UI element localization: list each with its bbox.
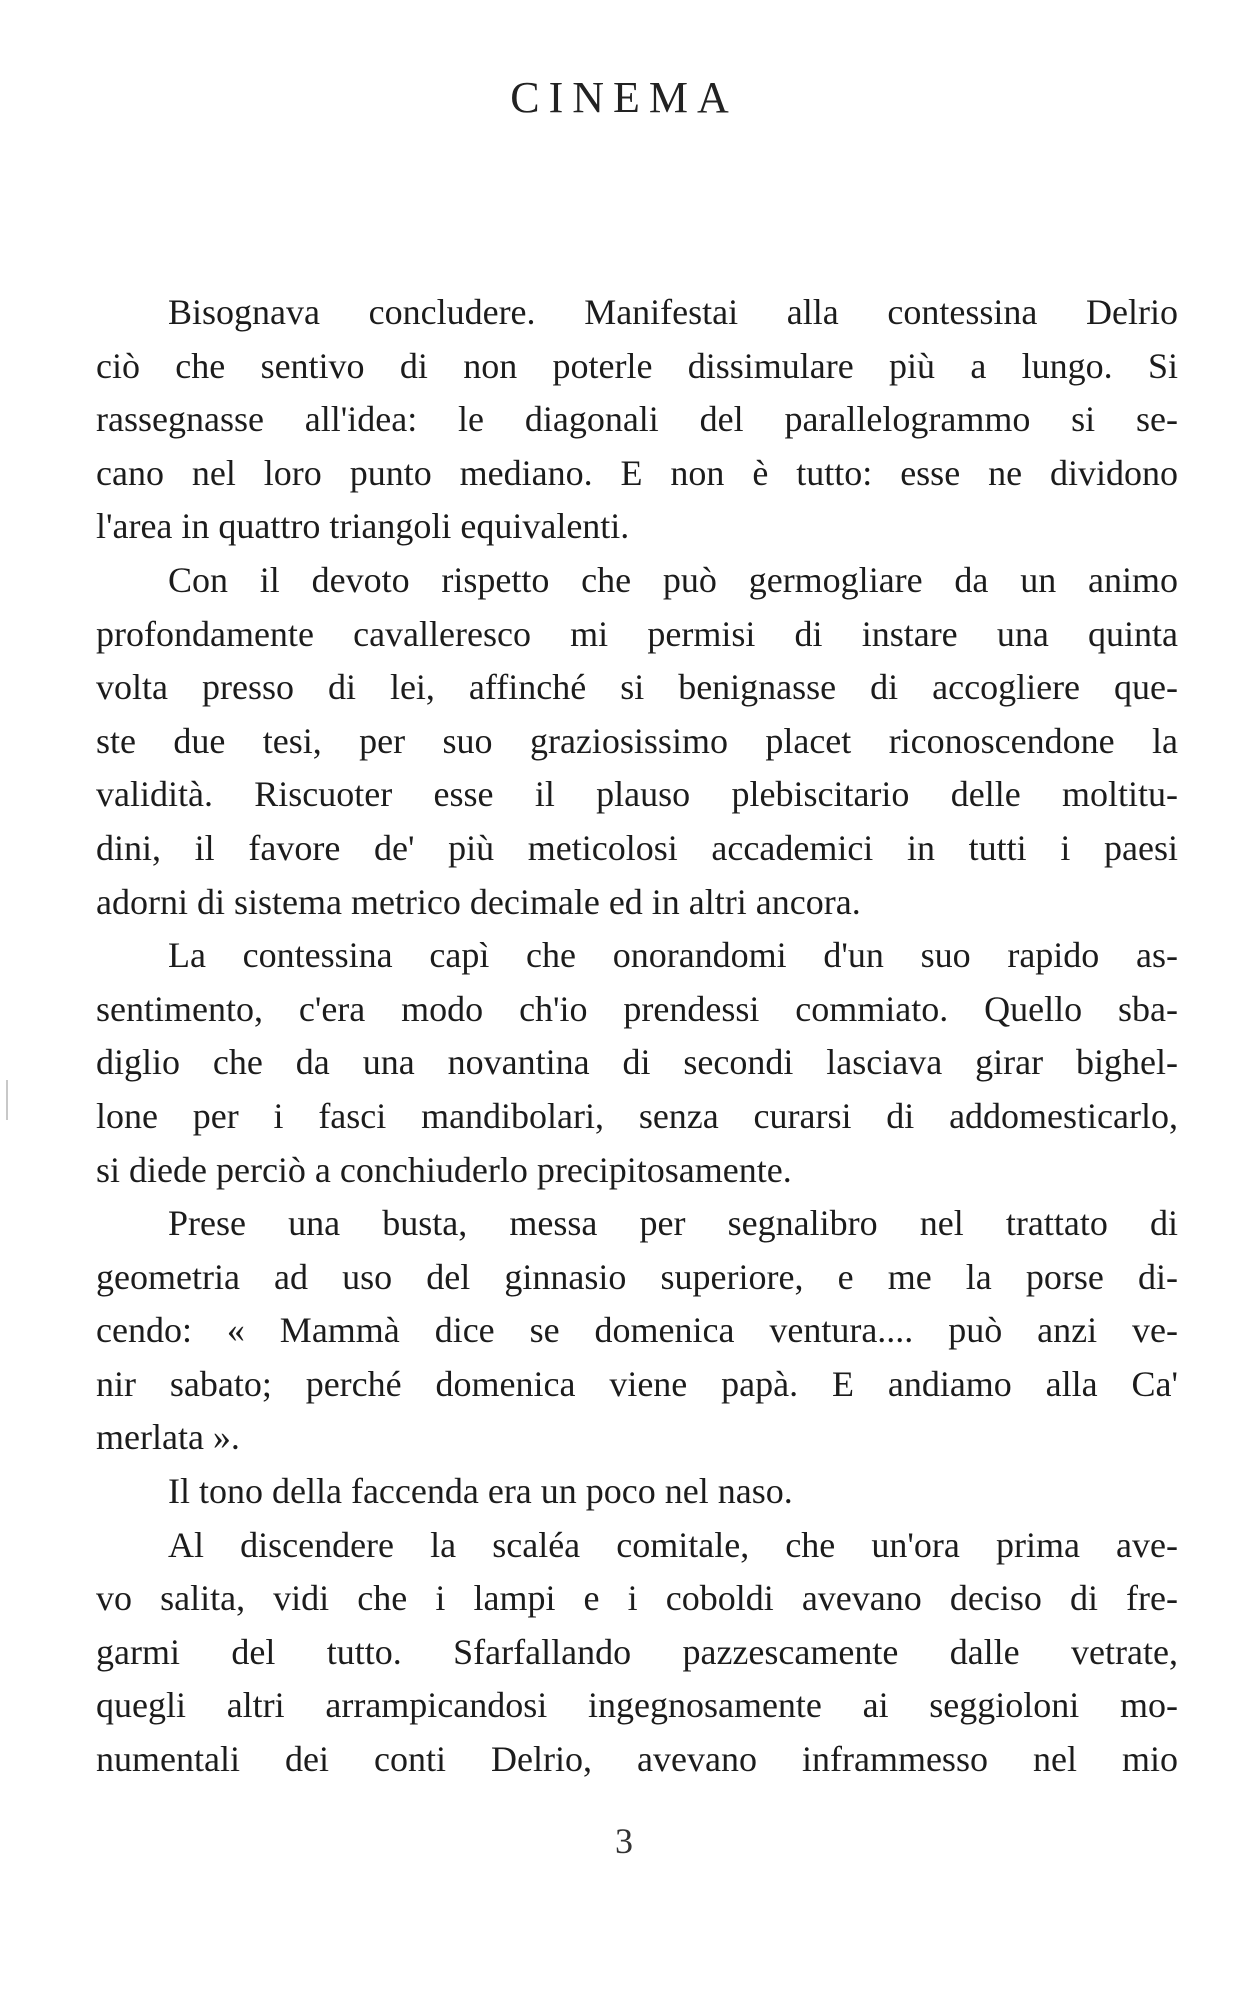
text-line: nir sabato; perché domenica viene papà. E andiamo alla Ca' (96, 1363, 1178, 1404)
paragraph (96, 286, 1178, 554)
text-line: lone per i fasci mandibolari, senza curarsi di addomesticarlo, (96, 1095, 1178, 1136)
text-line: La contessina capì che onorandomi d'un suo rapido as- (168, 935, 1178, 976)
text-line: cano nel loro punto mediano. E non è tutto: esse ne dividono (96, 452, 1178, 493)
text-line: quegli altri arrampicandosi ingegnosamente ai seggioloni mo- (96, 1685, 1178, 1726)
text-line: profondamente cavalleresco mi permisi di instare una quinta (96, 613, 1178, 654)
text-line: cendo: « Mammà dice se domenica ventura.... può anzi ve- (96, 1310, 1178, 1351)
text-line: ste due tesi, per suo graziosissimo placet riconoscendone la (96, 720, 1178, 761)
text-line: diglio che da una novantina di secondi lasciava girar bighel- (96, 1042, 1178, 1083)
text-line: Con il devoto rispetto che può germogliare da un animo (168, 559, 1178, 600)
text-line: sentimento, c'era modo ch'io prendessi commiato. Quello sba- (96, 988, 1178, 1029)
body-text (96, 286, 1178, 1787)
text-line: validità. Riscuoter esse il plauso plebiscitario delle moltitu- (96, 774, 1178, 815)
text-line: volta presso di lei, affinché si benignasse di accogliere que- (96, 667, 1178, 708)
chapter-title: CINEMA (510, 73, 738, 122)
text-line: geometria ad uso del ginnasio superiore, e me la porse di- (96, 1256, 1178, 1297)
text-line: ciò che sentivo di non poterle dissimulare più a lungo. Si (96, 345, 1178, 386)
paragraph (96, 929, 1178, 1197)
text-line: Bisognava concludere. Manifestai alla contessina Delrio (168, 292, 1178, 332)
text-line: numentali dei conti Delrio, avevano inframmesso nel mio (96, 1739, 1178, 1780)
text-line: dini, il favore de' più meticolosi accademici in tutti i paesi (96, 827, 1178, 868)
text-line: rassegnasse all'idea: le diagonali del parallelogrammo si se- (96, 399, 1178, 440)
text-line: si diede perciò a conchiuderlo precipitosamente. (96, 1149, 792, 1190)
page-edge-mark (6, 1080, 8, 1120)
text-line: vo salita, vidi che i lampi e i coboldi avevano deciso di fre- (96, 1578, 1178, 1619)
text-line: Al discendere la scaléa comitale, che un'ora prima ave- (168, 1524, 1178, 1565)
page-number: 3 (615, 1821, 633, 1861)
text-line: Il tono della faccenda era un poco nel naso. (168, 1471, 793, 1512)
text-line: adorni di sistema metrico decimale ed in altri ancora. (96, 881, 861, 922)
text-line: merlata ». (96, 1417, 240, 1458)
text-line: garmi del tutto. Sfarfallando pazzescamente dalle vetrate, (96, 1631, 1178, 1672)
paragraph (96, 1519, 1178, 1787)
paragraph (96, 1197, 1178, 1465)
text-line: l'area in quattro triangoli equivalenti. (96, 506, 630, 547)
text-line: Prese una busta, messa per segnalibro nel trattato di (168, 1203, 1178, 1244)
paragraph (96, 1465, 1178, 1519)
paragraph (96, 554, 1178, 929)
